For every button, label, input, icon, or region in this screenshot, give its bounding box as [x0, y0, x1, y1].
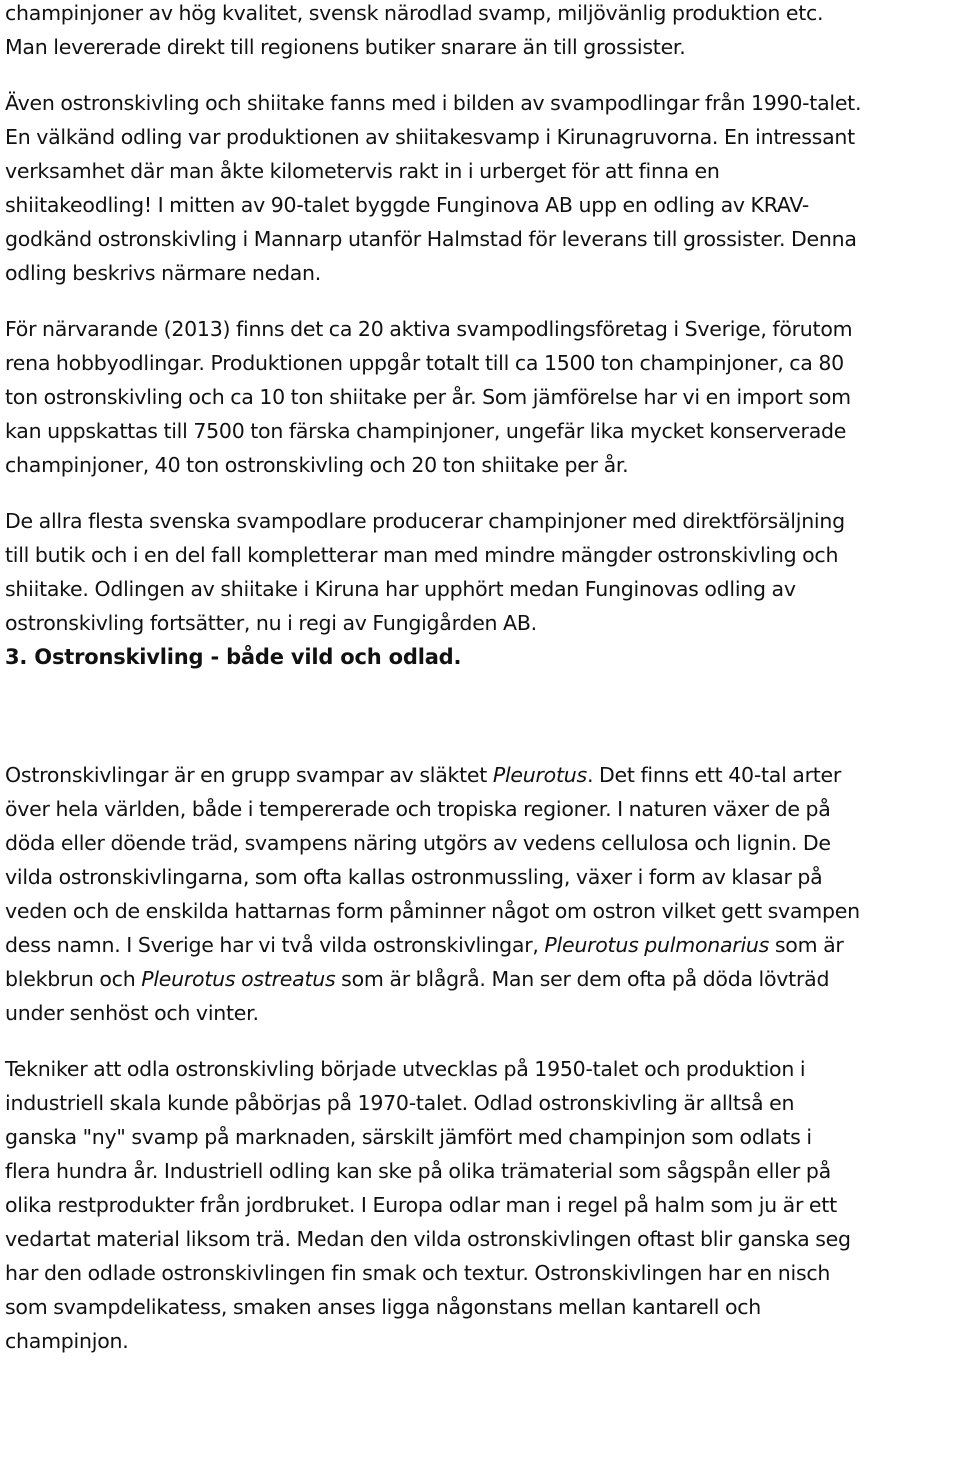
- text-run: under senhöst och vinter.: [5, 1001, 259, 1025]
- text-run: odling beskrivs närmare nedan.: [5, 261, 322, 285]
- italic-term: Pleurotus pulmonarius: [544, 933, 770, 957]
- text-run: Även ostronskivling och shiitake fanns med i bilden av svampodlingar från 1990-talet.: [5, 91, 862, 115]
- text-line: [5, 860, 955, 894]
- text-line: [5, 1120, 955, 1154]
- text-run: ganska "ny" svamp på marknaden, särskilt jämfört med champinjon som odlats i: [5, 1125, 812, 1149]
- italic-term: Pleurotus: [492, 763, 587, 787]
- text-run: har den odlade ostronskivlingen fin smak och textur. Ostronskivlingen har en nisch: [5, 1261, 831, 1285]
- section-heading: 3. Ostronskivling - både vild och odlad.: [5, 645, 462, 669]
- text-run: som svampdelikatess, smaken anses ligga någonstans mellan kantarell och: [5, 1295, 762, 1319]
- document-body: [5, 0, 955, 1358]
- text-run: verksamhet där man åkte kilometervis rakt in i urberget för att finna en: [5, 159, 720, 183]
- text-line: [5, 1290, 955, 1324]
- text-run: vilda ostronskivlingarna, som ofta kallas ostronmussling, växer i form av klasar på: [5, 865, 823, 889]
- text-run: till butik och i en del fall kompletterar man med mindre mängder ostronskivling och: [5, 543, 839, 567]
- text-run: döda eller döende träd, svampens näring utgörs av vedens cellulosa och lignin. De: [5, 831, 831, 855]
- text-line: [5, 154, 955, 188]
- text-run: champinjon.: [5, 1329, 129, 1353]
- paragraph-4: [5, 504, 955, 640]
- text-line: [5, 448, 955, 482]
- text-run: champinjoner, 40 ton ostronskivling och 20 ton shiitake per år.: [5, 453, 629, 477]
- text-run: ostronskivling fortsätter, nu i regi av Fungigården AB.: [5, 611, 537, 635]
- text-run: Tekniker att odla ostronskivling började utvecklas på 1950-talet och produktion i: [5, 1057, 806, 1081]
- text-line: [5, 1188, 955, 1222]
- text-line: [5, 312, 955, 346]
- text-run: dess namn. I Sverige har vi två vilda ostronskivlingar,: [5, 933, 545, 957]
- text-line: [5, 30, 955, 64]
- text-run: som är blågrå. Man ser dem ofta på döda lövträd: [335, 967, 830, 991]
- paragraph-6: [5, 1052, 955, 1358]
- text-line: [5, 572, 955, 606]
- text-run: kan uppskattas till 7500 ton färska champinjoner, ungefär lika mycket konserverade: [5, 419, 847, 443]
- text-run: De allra flesta svenska svampodlare producerar champinjoner med direktförsäljning: [5, 509, 845, 533]
- text-line: [5, 826, 955, 860]
- text-run: som är: [769, 933, 844, 957]
- text-line: [5, 380, 955, 414]
- text-line: [5, 222, 955, 256]
- text-run: Ostronskivlingar är en grupp svampar av släktet: [5, 763, 493, 787]
- text-run: För närvarande (2013) finns det ca 20 aktiva svampodlingsföretag i Sverige, förutom: [5, 317, 853, 341]
- text-run: olika restprodukter från jordbruket. I Europa odlar man i regel på halm som ju är ett: [5, 1193, 837, 1217]
- text-run: över hela världen, både i tempererade och tropiska regioner. I naturen växer de på: [5, 797, 831, 821]
- text-line: [5, 538, 955, 572]
- text-run: champinjoner av hög kvalitet, svensk närodlad svamp, miljövänlig produktion etc.: [5, 1, 824, 25]
- text-run: flera hundra år. Industriell odling kan ske på olika trämaterial som sågspån eller på: [5, 1159, 831, 1183]
- paragraph-1: [5, 0, 955, 64]
- text-run: shiitake. Odlingen av shiitake i Kiruna har upphört medan Funginovas odling av: [5, 577, 796, 601]
- text-run: vedartat material liksom trä. Medan den vilda ostronskivlingen oftast blir ganska seg: [5, 1227, 851, 1251]
- text-line: [5, 1052, 955, 1086]
- text-run: ton ostronskivling och ca 10 ton shiitake per år. Som jämförelse har vi en import som: [5, 385, 851, 409]
- text-line: [5, 606, 955, 640]
- paragraph-5: [5, 758, 955, 1030]
- italic-term: Pleurotus ostreatus: [141, 967, 336, 991]
- text-line: [5, 792, 955, 826]
- text-line: [5, 188, 955, 222]
- text-line: [5, 256, 955, 290]
- text-run: blekbrun och: [5, 967, 142, 991]
- text-run: Man levererade direkt till regionens butiker snarare än till grossister.: [5, 35, 686, 59]
- text-line: [5, 504, 955, 538]
- text-line: [5, 1154, 955, 1188]
- text-line: [5, 120, 955, 154]
- text-line: [5, 0, 955, 30]
- text-line: [5, 928, 955, 962]
- text-line: [5, 1086, 955, 1120]
- text-run: veden och de enskilda hattarnas form påminner något om ostron vilket gett svampen: [5, 899, 860, 923]
- paragraph-2: [5, 86, 955, 290]
- text-run: En välkänd odling var produktionen av shiitakesvamp i Kirunagruvorna. En intressant: [5, 125, 855, 149]
- paragraph-3: [5, 312, 955, 482]
- text-run: industriell skala kunde påbörjas på 1970-talet. Odlad ostronskivling är alltså en: [5, 1091, 795, 1115]
- text-line: [5, 86, 955, 120]
- text-line: [5, 758, 955, 792]
- text-run: godkänd ostronskivling i Mannarp utanför Halmstad för leverans till grossister. Denna: [5, 227, 857, 251]
- text-line: [5, 1324, 955, 1358]
- text-run: rena hobbyodlingar. Produktionen uppgår totalt till ca 1500 ton champinjoner, ca 80: [5, 351, 844, 375]
- text-line: [5, 1256, 955, 1290]
- text-run: . Det finns ett 40-tal arter: [586, 763, 842, 787]
- text-line: [5, 1222, 955, 1256]
- text-line: [5, 996, 955, 1030]
- text-line: [5, 894, 955, 928]
- text-line: [5, 962, 955, 996]
- text-run: shiitakeodling! I mitten av 90-talet byggde Funginova AB upp en odling av KRAV-: [5, 193, 810, 217]
- text-line: [5, 414, 955, 448]
- text-line: [5, 346, 955, 380]
